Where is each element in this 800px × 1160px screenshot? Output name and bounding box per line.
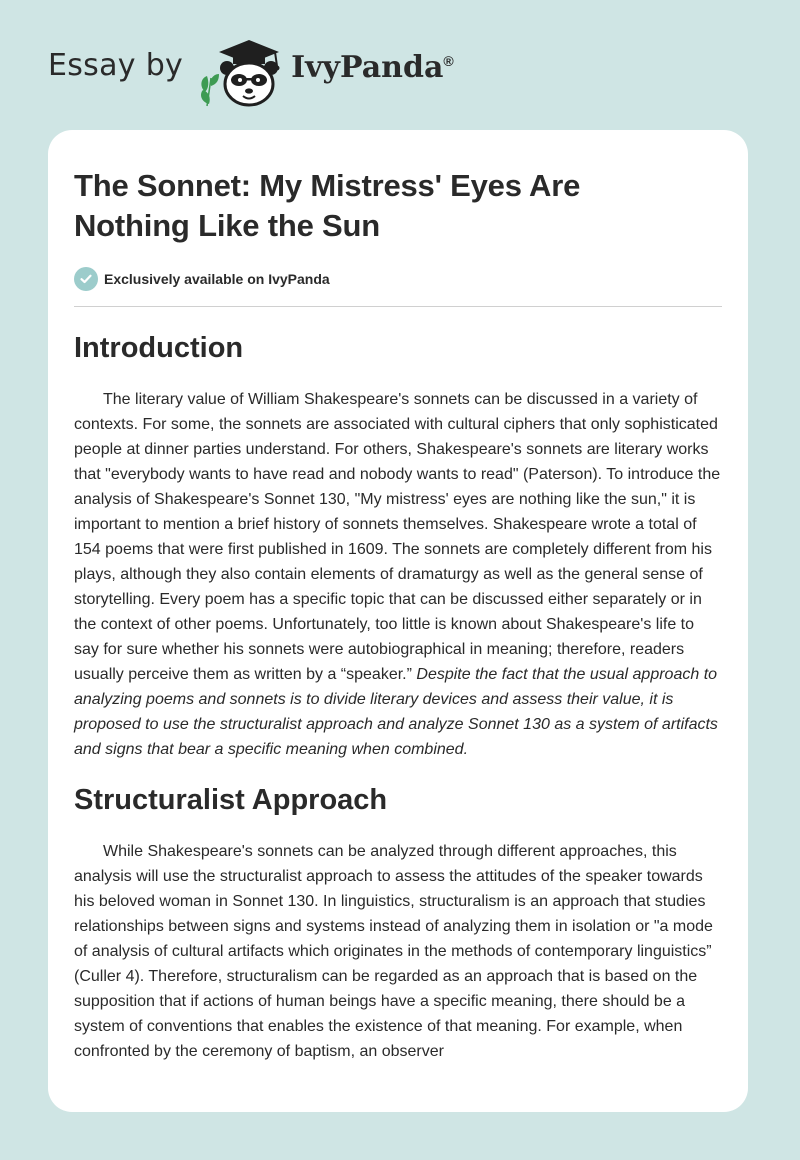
section-heading-introduction: Introduction (74, 332, 244, 364)
exclusive-badge-label: Exclusively available on IvyPanda (104, 271, 330, 287)
panda-graduate-icon[interactable] (197, 30, 287, 110)
structuralist-paragraph: While Shakespeare's sonnets can be analyzed through different approaches, this analysis will use the structuralist approach to assess the attitudes of the speaker towards his beloved woman in Sonnet 130. In linguistics, structuralism is an approach that studies relationships between signs and systems instead of analyzing them in isolation or "a mode of analysis of cultural artifacts which originates in the methods of contemporary linguistics” (Culler 4). Therefore, structuralism can be regarded as an approach that is based on the supposition that if actions of human beings have a specific meaning, there should be a system of conventions that enables the existence of that meaning. For example, when confronted by the ceremony of baptism, an observer (74, 843, 713, 1060)
introduction-text: The literary value of William Shakespeare's sonnets can be discussed in a variety of contexts. For some, the sonnets are associated with cultural ciphers that only sophisticated people at dinner parties understand. For others, Shakespeare's sonnets are literary works that "everybody wants to have read and nobody wants to read" (Paterson). To introduce the analysis of Shakespeare's Sonnet 130, "My mistress' eyes are nothing like the sun," it is important to mention a brief history of sonnets themselves. Shakespeare wrote a total of 154 poems that were first published in 1609. The sonnets are completely different from his plays, although they also contain elements of dramaturgy as well as the general sense of storytelling. Every poem has a specific topic that can be discussed either separately or in the context of other poems. Unfortunately, too little is known about Shakespeare's life to say for sure whether his sonnets were autobiographical in meaning; therefore, readers usually perceive them as written by a “speaker.” (74, 391, 721, 683)
section-heading-structuralist: Structuralist Approach (74, 784, 388, 816)
title-line-2: Nothing Like the Sun (74, 208, 380, 243)
divider (74, 306, 722, 307)
check-icon (74, 267, 98, 291)
registered-mark: ® (443, 52, 454, 69)
brand-label: IvyPanda (291, 49, 444, 85)
ivypanda-logo-icon (197, 30, 287, 110)
essay-by-label: Essay by (48, 47, 184, 83)
exclusive-badge (74, 266, 722, 292)
essay-title (74, 166, 722, 246)
brand-name[interactable] (291, 50, 454, 85)
essay-card (48, 130, 748, 1112)
site-header (48, 30, 454, 110)
introduction-paragraph (74, 387, 722, 762)
title-line-1: The Sonnet: My Mistress' Eyes Are (74, 168, 581, 203)
introduction-thesis: Despite the fact that the usual approach to analyzing poems and sonnets is to divide literary devices and assess their value, it is proposed to use the structuralist approach and analyze Sonnet 130 as a system of artifacts and signs that bear a specific meaning when combined. (74, 666, 718, 758)
